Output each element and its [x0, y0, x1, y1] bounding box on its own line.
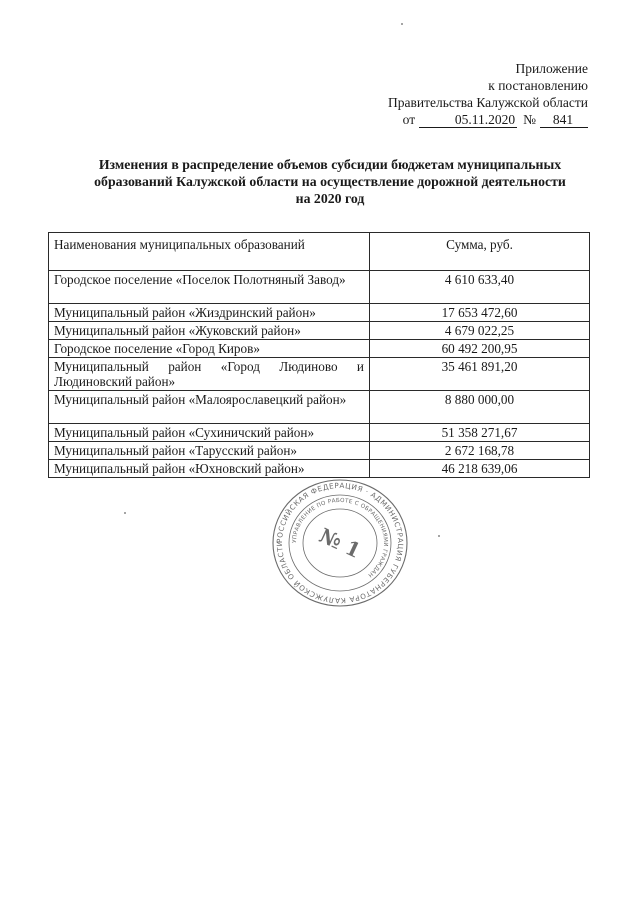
- number-sign: №: [523, 112, 536, 127]
- subsidy-table: [48, 232, 590, 478]
- scan-speck: [401, 23, 403, 25]
- seal-center-number: № 1: [315, 523, 365, 563]
- title-line-3: на 2020 год: [295, 191, 365, 206]
- municipality-name: Муниципальный район «Юхновский район»: [49, 460, 370, 478]
- municipality-name: Муниципальный район «Жуковский район»: [49, 322, 370, 340]
- date-number-row: [403, 111, 588, 128]
- table-row: [49, 460, 590, 478]
- subsidy-amount: 46 218 639,06: [370, 460, 590, 478]
- table-header-row: [49, 233, 590, 271]
- municipality-name: Городское поселение «Город Киров»: [49, 340, 370, 358]
- table-row: [49, 424, 590, 442]
- title-line-1: Изменения в распределение объемов субсидии бюджетам муниципальных: [98, 157, 562, 172]
- document-header: [388, 60, 588, 128]
- subsidy-amount: 35 461 891,20: [370, 358, 590, 391]
- subsidy-amount: 8 880 000,00: [370, 391, 590, 424]
- municipality-name: Муниципальный район «Город Людиново и Людиновский район»: [49, 358, 370, 391]
- scan-speck: [438, 535, 440, 537]
- date-prefix: от: [402, 112, 416, 127]
- header-sum-cell: Сумма, руб.: [370, 233, 590, 271]
- date-value: 05.11.2020: [419, 112, 517, 128]
- municipality-name: Муниципальный район «Тарусский район»: [49, 442, 370, 460]
- subsidy-amount: 2 672 168,78: [370, 442, 590, 460]
- subsidy-amount: 51 358 271,67: [370, 424, 590, 442]
- municipality-name: Муниципальный район «Малоярославецкий район»: [49, 391, 370, 424]
- table-row: [49, 391, 590, 424]
- number-value: 841: [540, 112, 588, 128]
- table-row: [49, 442, 590, 460]
- table-row: [49, 271, 590, 304]
- municipality-name: Городское поселение «Поселок Полотняный Завод»: [49, 271, 370, 304]
- document-title: [60, 156, 600, 207]
- seal-outer-text: РОССИЙСКАЯ ФЕДЕРАЦИЯ · АДМИНИСТРАЦИЯ ГУБЕРНАТОРА КАЛУЖСКОЙ ОБЛАСТИ: [274, 480, 406, 606]
- appendix-label: Приложение: [515, 61, 588, 76]
- title-line-2: образований Калужской области на осуществление дорожной деятельности: [94, 174, 566, 189]
- subsidy-amount: 4 610 633,40: [370, 271, 590, 304]
- official-seal-stamp: [270, 478, 410, 608]
- municipality-name: Муниципальный район «Жиздринский район»: [49, 304, 370, 322]
- header-name-cell: Наименования муниципальных образований: [49, 233, 370, 271]
- subsidy-amount: 4 679 022,25: [370, 322, 590, 340]
- resolution-label: к постановлению: [488, 78, 588, 93]
- subsidy-amount: 17 653 472,60: [370, 304, 590, 322]
- subsidy-amount: 60 492 200,95: [370, 340, 590, 358]
- table-row: [49, 340, 590, 358]
- municipality-name: Муниципальный район «Сухиничский район»: [49, 424, 370, 442]
- table-row: [49, 358, 590, 391]
- government-label: Правительства Калужской области: [387, 95, 588, 110]
- table-row: [49, 322, 590, 340]
- scan-speck: [124, 512, 126, 514]
- seal-inner-text: УПРАВЛЕНИЕ ПО РАБОТЕ С ОБРАЩЕНИЯМИ ГРАЖДАН: [291, 497, 389, 578]
- table-row: [49, 304, 590, 322]
